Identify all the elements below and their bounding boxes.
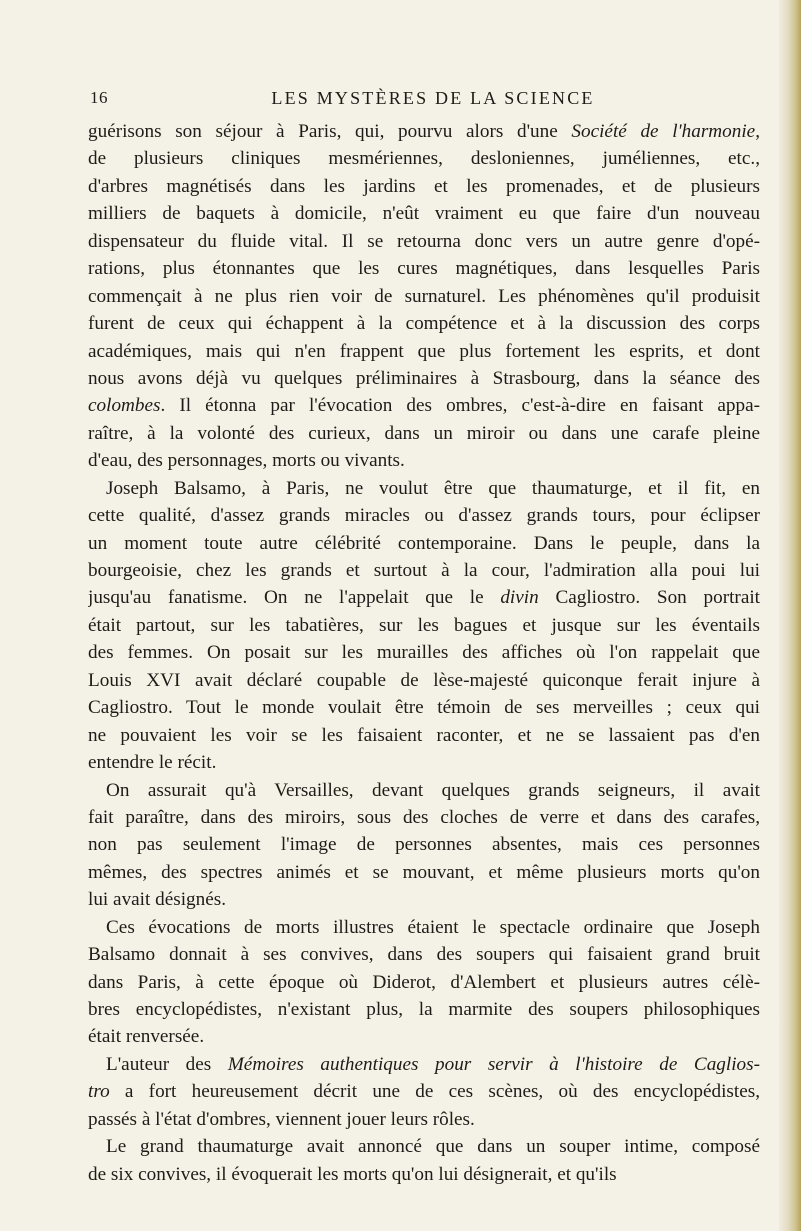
page-edge — [779, 0, 801, 1231]
line-text: non pas seulement l'image de personnes absentes, mais ces personnes — [88, 834, 760, 856]
italic-text: Société de l'harmonie — [571, 121, 756, 142]
line-text: . Il étonna par l'évocation des ombres, c'est-à-dire en faisant appa- — [160, 395, 760, 417]
text-line — [88, 502, 760, 529]
line-text: raître, à la volonté des curieux, dans un miroir ou dans une carafe pleine — [88, 422, 760, 444]
text-line — [88, 584, 760, 611]
text-line — [88, 941, 760, 968]
text-line — [88, 338, 760, 365]
line-text: dans Paris, à cette époque où Diderot, d'Alembert et plusieurs autres célè- — [88, 971, 760, 993]
line-text: , — [755, 121, 760, 142]
line-text: ne pouvaient les voir se les faisaient raconter, et ne se lassaient pas d'en — [88, 724, 760, 746]
line-text: Le grand thaumaturge avait annoncé que dans un souper intime, composé — [106, 1136, 760, 1158]
line-text: d'arbres magnétisés dans les jardins et les promenades, et de plusieurs — [88, 175, 760, 197]
italic-text: colombes — [88, 395, 161, 417]
text-line — [88, 200, 760, 227]
line-text: cette qualité, d'assez grands miracles ou d'assez grands tours, pour éclipser — [88, 505, 760, 527]
text-line — [88, 996, 760, 1023]
text-line — [88, 804, 760, 831]
text-line — [88, 145, 760, 172]
line-text: guérisons son séjour à Paris, qui, pourvu alors d'une — [88, 121, 572, 142]
line-text: commençait à ne plus rien voir de surnaturel. Les phénomènes qu'il produisit — [88, 285, 760, 307]
text-line — [88, 228, 760, 255]
text-line — [88, 831, 760, 858]
text-line — [88, 886, 760, 913]
line-text: a fort heureusement décrit une de ces scènes, où des encyclopédistes, — [109, 1081, 760, 1103]
text-line — [88, 1161, 760, 1188]
text-line — [88, 1051, 760, 1078]
text-line — [88, 420, 760, 447]
page-number: 16 — [90, 88, 108, 107]
text-line — [88, 392, 760, 419]
line-text: furent de ceux qui échappent à la compétence et à la discussion des corps — [88, 313, 760, 335]
text-line — [88, 475, 760, 502]
text-line — [88, 365, 760, 392]
line-text: de plusieurs cliniques mesmériennes, desloniennes, juméliennes, etc., — [88, 148, 760, 170]
line-text: Balsamo donnait à ses convives, dans des soupers qui faisaient grand bruit — [88, 944, 760, 966]
line-text: L'auteur des — [106, 1053, 228, 1075]
line-text: de six convives, il évoquerait les morts qu'on lui désignerait, et qu'ils — [88, 1163, 617, 1185]
line-text: dispensateur du fluide vital. Il se retourna donc vers un autre genre d'opé- — [88, 230, 760, 252]
line-text: académiques, mais qui n'en frappent que plus fortement les esprits, et dont — [88, 340, 760, 362]
text-line — [88, 612, 760, 639]
line-text: jusqu'au fanatisme. On ne l'appelait que le — [88, 587, 501, 609]
line-text: fait paraître, dans des miroirs, sous des cloches de verre et dans des carafes, — [88, 806, 760, 828]
text-line — [88, 1078, 760, 1105]
line-text: mêmes, des spectres animés et se mouvant, et même plusieurs morts qu'on — [88, 861, 760, 883]
line-text: était partout, sur les tabatières, sur les bagues et jusque sur les éventails — [88, 614, 760, 636]
text-line — [88, 118, 760, 145]
text-line — [88, 530, 760, 557]
text-line — [88, 777, 760, 804]
text-line — [88, 255, 760, 282]
line-text: des femmes. On posait sur les murailles des affiches où l'on rappelait que — [88, 642, 760, 664]
line-text: milliers de baquets à domicile, n'eût vraiment eu que faire d'un nouveau — [88, 203, 760, 225]
line-text: bourgeoisie, chez les grands et surtout à la cour, l'admiration alla poui lui — [88, 560, 760, 581]
text-line — [88, 447, 760, 474]
line-text: lui avait désignés. — [88, 889, 227, 911]
text-line — [88, 310, 760, 337]
text-line — [88, 914, 760, 941]
text-line — [88, 722, 760, 749]
italic-text: tro — [88, 1081, 110, 1103]
line-text: d'eau, des personnages, morts ou vivants. — [88, 450, 405, 472]
text-line — [88, 283, 760, 310]
text-line — [88, 969, 760, 996]
line-text: rations, plus étonnantes que les cures magnétiques, dans lesquelles Paris — [88, 258, 760, 280]
text-line — [88, 1133, 760, 1160]
line-text: Cagliostro. Tout le monde voulait être témoin de ses merveilles ; ceux qui — [88, 697, 760, 719]
line-text: Louis XVI avait déclaré coupable de lèse-majesté quiconque ferait injure à — [88, 669, 760, 691]
line-text: Cagliostro. Son portrait — [538, 587, 760, 609]
text-line — [88, 694, 760, 721]
text-line — [88, 639, 760, 666]
body-text — [88, 118, 760, 1188]
line-text: bres encyclopédistes, n'existant plus, la marmite des soupers philosophiques — [88, 999, 760, 1020]
running-title: LES MYSTÈRES DE LA SCIENCE — [271, 88, 595, 108]
line-text: Ces évocations de morts illustres étaient le spectacle ordinaire que Joseph — [106, 916, 760, 938]
text-line — [88, 1106, 760, 1133]
line-text: était renversée. — [88, 1026, 205, 1048]
text-line — [88, 173, 760, 200]
text-line — [88, 749, 760, 776]
text-line — [88, 859, 760, 886]
line-text: nous avons déjà vu quelques préliminaires à Strasbourg, dans la séance des — [88, 367, 760, 389]
line-text: entendre le récit. — [88, 752, 217, 774]
line-text: passés à l'état d'ombres, viennent jouer leurs rôles. — [88, 1108, 475, 1130]
line-text: un moment toute autre célébrité contemporaine. Dans le peuple, dans la — [88, 532, 760, 554]
italic-text: divin — [500, 587, 539, 609]
italic-text: Mémoires authentiques pour servir à l'histoire de Caglios- — [227, 1053, 760, 1075]
text-line — [88, 1023, 760, 1050]
text-line — [88, 667, 760, 694]
page-header — [88, 88, 760, 114]
text-line — [88, 557, 760, 584]
line-text: On assurait qu'à Versailles, devant quelques grands seigneurs, il avait — [106, 779, 760, 801]
line-text: Joseph Balsamo, à Paris, ne voulut être que thaumaturge, et il fit, en — [106, 477, 760, 499]
